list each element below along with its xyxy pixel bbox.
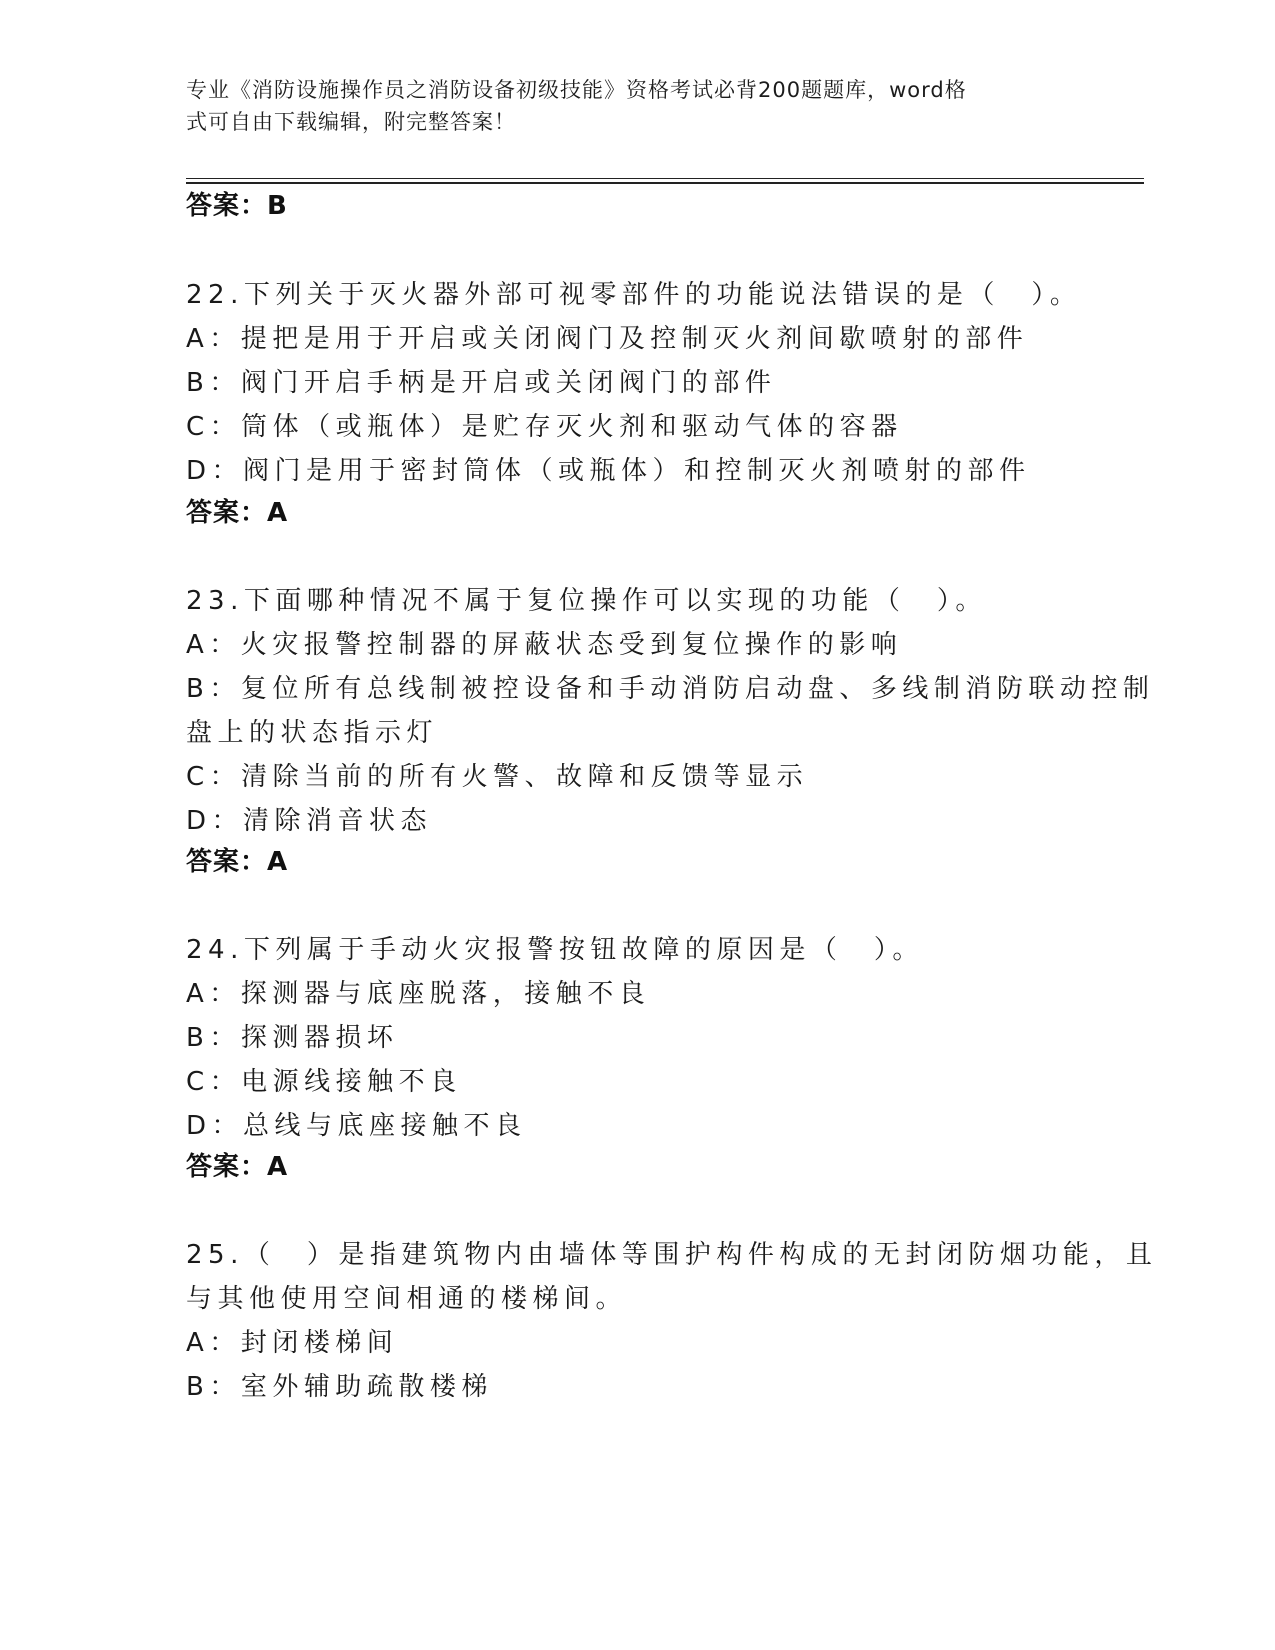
option-a: A：封闭楼梯间: [186, 1328, 399, 1358]
option-c: C：筒体（或瓶体）是贮存灭火剂和驱动气体的容器: [186, 412, 903, 442]
answer-24: 答案：A: [186, 1152, 289, 1182]
document-header: [186, 74, 1066, 138]
option-d: D：清除消音状态: [186, 806, 433, 836]
header-divider-thin: [186, 178, 1144, 179]
question-stem: 24.下列属于手动火灾报警按钮故障的原因是（ ）。: [186, 935, 924, 965]
question-stem-line-2: 与其他使用空间相通的楼梯间。: [186, 1284, 628, 1314]
question-stem: 23.下面哪种情况不属于复位操作可以实现的功能（ ）。: [186, 586, 987, 616]
answer-21: 答案：B: [186, 191, 288, 221]
option-b: B：探测器损坏: [186, 1023, 399, 1053]
option-b-line-1: B：复位所有总线制被控设备和手动消防启动盘、多线制消防联动控制: [186, 674, 1155, 704]
option-b: B：阀门开启手柄是开启或关闭阀门的部件: [186, 368, 777, 398]
option-d: D：总线与底座接触不良: [186, 1111, 527, 1141]
option-b: B：室外辅助疏散楼梯: [186, 1372, 493, 1402]
header-line-1: 专业《消防设施操作员之消防设备初级技能》资格考试必背200题题库，word格: [186, 78, 967, 102]
answer-22: 答案：A: [186, 498, 289, 528]
option-a: A：火灾报警控制器的屏蔽状态受到复位操作的影响: [186, 630, 903, 660]
header-line-2: 式可自由下载编辑，附完整答案！: [186, 110, 516, 134]
option-d: D：阀门是用于密封筒体（或瓶体）和控制灭火剂喷射的部件: [186, 456, 1031, 486]
header-divider-thick: [186, 182, 1144, 184]
option-c: C：清除当前的所有火警、故障和反馈等显示: [186, 762, 809, 792]
question-stem: 22.下列关于灭火器外部可视零部件的功能说法错误的是（ ）。: [186, 280, 1082, 310]
option-c: C：电源线接触不良: [186, 1067, 462, 1097]
option-b-line-2: 盘上的状态指示灯: [186, 718, 439, 748]
option-a: A：探测器与底座脱落，接触不良: [186, 979, 651, 1009]
answer-23: 答案：A: [186, 847, 289, 877]
option-a: A：提把是用于开启或关闭阀门及控制灭火剂间歇喷射的部件: [186, 324, 1029, 354]
question-stem-line-1: 25.（ ）是指建筑物内由墙体等围护构件构成的无封闭防烟功能，且: [186, 1240, 1158, 1270]
